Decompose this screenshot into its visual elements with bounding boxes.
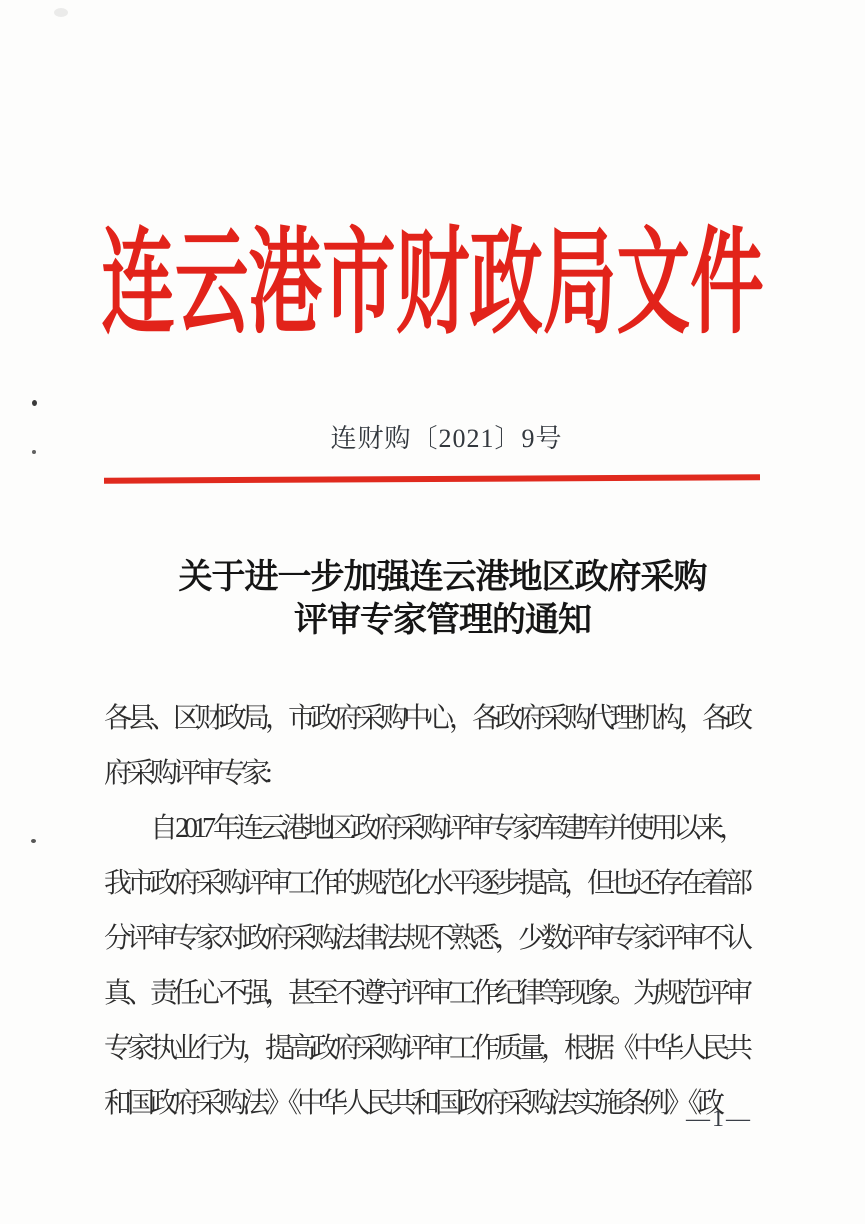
document-number: 连财购〔2021〕9号 bbox=[330, 424, 563, 453]
document-body bbox=[104, 691, 776, 1131]
scan-smudge bbox=[54, 8, 68, 17]
body-line: 分评审专家对政府采购法律法规不熟悉，少数评审专家评审不认 bbox=[104, 923, 749, 954]
body-line: 自 2017 年连云港地区政府采购评审专家库建库并使用以来， bbox=[150, 813, 743, 844]
document-title bbox=[10, 556, 865, 642]
scan-speck bbox=[31, 839, 36, 843]
body-line: 专家执业行为，提高政府采购评审工作质量，根据《中华人民共 bbox=[104, 1033, 749, 1064]
scan-speck bbox=[32, 400, 37, 406]
body-line: 和国政府采购法》《中华人民共和国政府采购法实施条例》《政 bbox=[104, 1088, 721, 1119]
document-title-line1: 关于进一步加强连云港地区政府采购 bbox=[178, 559, 707, 596]
masthead-title: 连云港市财政局文件 bbox=[101, 220, 764, 347]
body-line: 真、责任心不强，甚至不遵守评审工作纪律等现象。为规范评审 bbox=[104, 978, 749, 1009]
masthead bbox=[0, 220, 865, 347]
page-number: —1— bbox=[686, 1106, 752, 1132]
red-divider-rule bbox=[104, 474, 760, 483]
document-title-line2: 评审专家管理的通知 bbox=[294, 602, 591, 639]
body-line: 府采购评审专家: bbox=[104, 758, 268, 789]
body-line: 我市政府采购评审工作的规范化水平逐步提高，但也还存在着部 bbox=[104, 868, 749, 899]
body-line: 各县、区财政局，市政府采购中心，各政府采购代理机构，各政 bbox=[104, 703, 749, 734]
